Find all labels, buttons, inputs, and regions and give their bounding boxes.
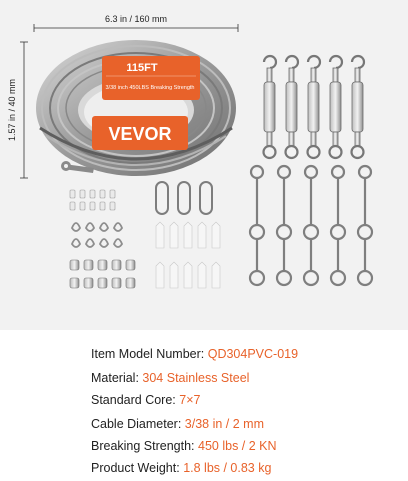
spec-value: 3/38 in / 2 mm bbox=[184, 417, 264, 431]
length-badge: 115FT bbox=[126, 62, 158, 74]
turnbuckle-icon bbox=[264, 56, 277, 158]
spec-row-material bbox=[91, 370, 249, 386]
eye-screws bbox=[251, 166, 371, 206]
height-dimension bbox=[7, 42, 28, 178]
carabiners bbox=[156, 182, 212, 214]
coil-label bbox=[102, 56, 200, 100]
eye-screws bbox=[250, 206, 372, 239]
turnbuckle-icon bbox=[352, 56, 365, 158]
spec-row-diameter bbox=[91, 416, 264, 432]
cable-thimbles bbox=[72, 223, 122, 247]
turnbuckle-icon bbox=[308, 56, 321, 158]
height-label: 1.57 in / 40 mm bbox=[7, 78, 17, 142]
carabiner-icon bbox=[178, 182, 190, 214]
spec-value: QD304PVC-019 bbox=[207, 347, 299, 361]
spec-value: 7×7 bbox=[179, 393, 201, 407]
spec-value: 1.8 lbs / 0.83 kg bbox=[183, 461, 272, 475]
wire-thimbles bbox=[70, 190, 115, 210]
wall-anchors bbox=[156, 222, 220, 288]
spec-row-core bbox=[91, 392, 200, 408]
spec-label: Standard Core: bbox=[91, 393, 180, 407]
spec-row-weight bbox=[91, 460, 271, 476]
eye-screws bbox=[250, 240, 372, 285]
turnbuckles bbox=[264, 56, 365, 158]
spec-value: 450 lbs / 2 KN bbox=[198, 439, 277, 453]
spec-label: Item Model Number: bbox=[91, 347, 208, 361]
spec-label: Product Weight: bbox=[91, 461, 184, 475]
brand-label bbox=[92, 116, 188, 150]
turnbuckle-icon bbox=[330, 56, 343, 158]
brand-logo: VEVOR bbox=[108, 124, 172, 144]
spec-value: 304 Stainless Steel bbox=[142, 371, 250, 385]
spec-list bbox=[0, 330, 408, 481]
turnbuckle-icon bbox=[286, 56, 299, 158]
spec-row-model bbox=[91, 346, 298, 362]
width-label: 6.3 in / 160 mm bbox=[104, 14, 168, 24]
carabiner-icon bbox=[156, 182, 168, 214]
spec-row-strength bbox=[91, 438, 277, 454]
spec-label: Material: bbox=[91, 371, 143, 385]
cable-spec-strip: 3/38 inch 450LBS Breaking Strength bbox=[105, 85, 195, 91]
wire-rope-clips bbox=[70, 260, 135, 288]
spec-label: Breaking Strength: bbox=[91, 439, 199, 453]
spec-label: Cable Diameter: bbox=[91, 417, 185, 431]
carabiner-icon bbox=[200, 182, 212, 214]
width-dimension bbox=[34, 14, 238, 32]
